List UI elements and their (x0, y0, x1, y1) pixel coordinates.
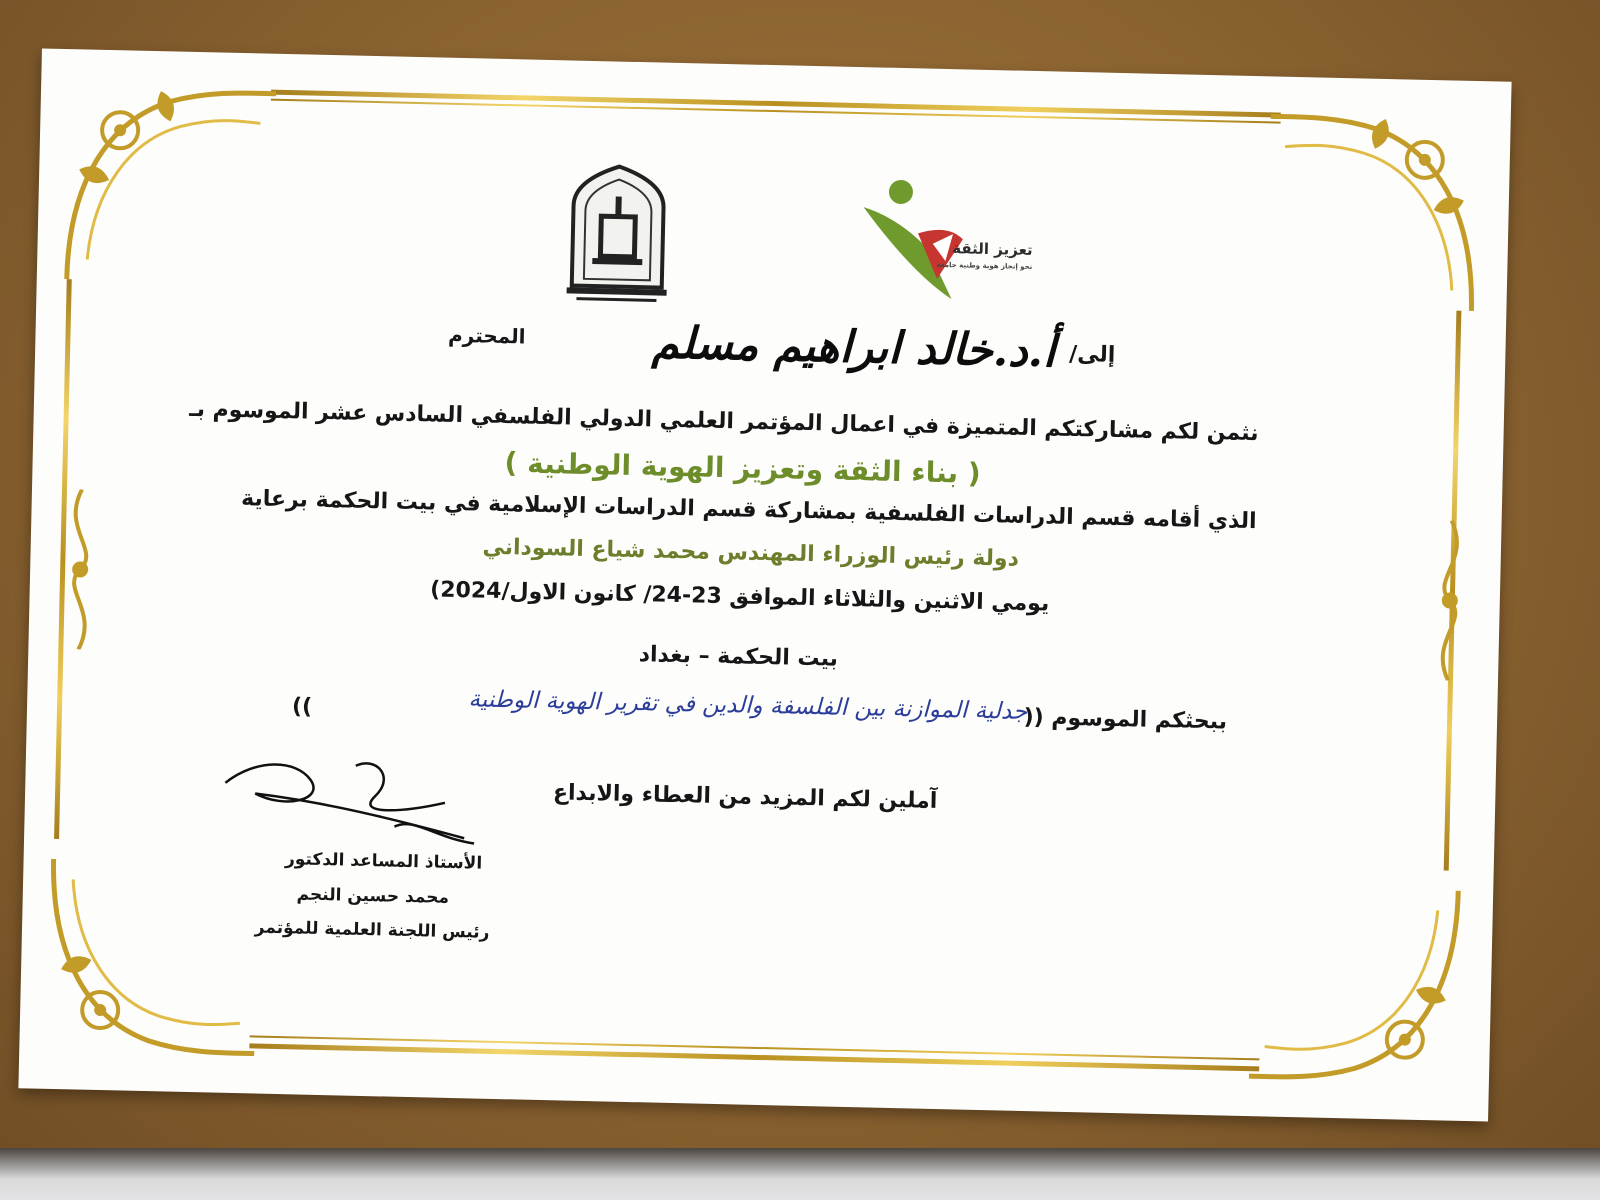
body-line-1: نثمن لكم مشاركتكم المتميزة في اعمال المؤتمر العلمي الدولي الفلسفي السادس عشر الموسوم بـ (188, 396, 1259, 447)
recipient-prefix: إلى/ (1068, 341, 1116, 368)
ornament-left-middle (48, 489, 112, 650)
bayt-al-hikma-emblem-icon (561, 160, 674, 302)
recipient-name: أ.د.خالد ابراهيم مسلم (651, 317, 1056, 378)
bayt-al-hikma-logo (561, 160, 674, 302)
recipient-honorific: المحترم (447, 322, 526, 349)
table-surface (0, 1148, 1600, 1200)
patron-line: دولة رئيس الوزراء المهندس محمد شياع السوداني (482, 534, 1020, 572)
signature-name: محمد حسين النجم (296, 884, 450, 908)
venue-line: بيت الحكمة – بغداد (638, 642, 839, 672)
paper-close: )) (291, 694, 313, 720)
signature-role: رئيس اللجنة العلمية للمؤتمر (254, 917, 490, 943)
ornament-right-middle (1418, 520, 1482, 681)
body-line-3: الذي أقامه قسم الدراسات الفلسفية بمشاركة قسم الدراسات الإسلامية في بيت الحكمة برعاية (240, 486, 1257, 535)
taaziz-logo-subtext: نحو إنجاز هوية وطنية جامعة (936, 260, 1033, 271)
ornament-corner-bottom-right (1243, 876, 1478, 1111)
signature-title: الأستاذ المساعد الدكتور (284, 849, 483, 874)
ornament-corner-top-left (47, 59, 282, 294)
conference-title: ( بناء الثقة وتعزيز الهوية الوطنية ) (504, 446, 982, 490)
paper-label: ببحثكم الموسوم (( (1023, 704, 1228, 735)
ornament-corner-top-right (1261, 86, 1496, 321)
dates-line: يومي الاثنين والثلاثاء الموافق 23-24/ كانون الاول/2024) (429, 577, 1050, 617)
paper-title-handwritten: جدلية الموازنة بين الفلسفة والدين في تقرير الهوية الوطنية (468, 686, 1028, 725)
certificate-paper (18, 48, 1511, 1121)
taaziz-logo-text: تعزيز الثقة (952, 239, 1033, 259)
taaziz-al-thiqa-logo (856, 177, 1039, 311)
ornament-corner-bottom-left (29, 848, 264, 1083)
wishes-line: آملين لكم المزيد من العطاء والابداع (552, 780, 938, 814)
